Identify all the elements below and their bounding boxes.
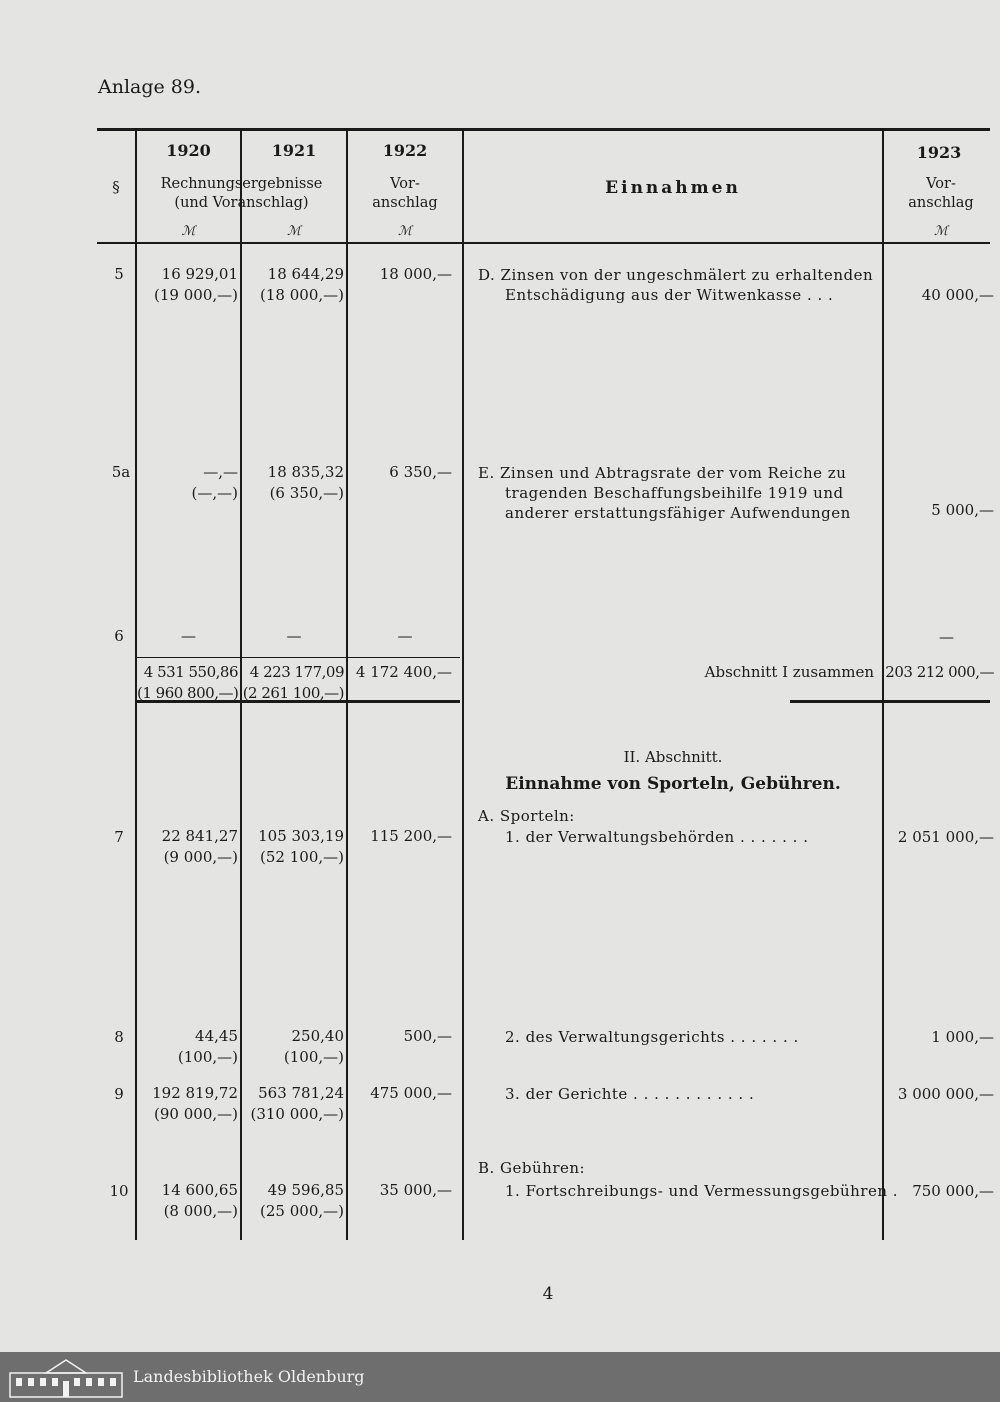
value: 22 841,27 xyxy=(161,827,238,845)
value-estimate: (25 000,—) xyxy=(260,1202,344,1220)
column-divider xyxy=(346,130,348,1240)
row-5a-text xyxy=(478,463,851,523)
library-name: Landesbibliothek Oldenburg xyxy=(133,1367,365,1386)
row-9-paragraph: 9 xyxy=(114,1085,124,1103)
value: —,— xyxy=(203,463,238,481)
sum-1922: 4 172 400,— xyxy=(355,663,452,681)
row-5a-1922: 6 350,— xyxy=(389,463,452,481)
header-bottom-rule xyxy=(97,242,990,244)
row-6-1921: — xyxy=(286,627,302,645)
value-estimate: (2 261 100,—) xyxy=(242,684,344,702)
row-8-1920 xyxy=(137,1026,238,1068)
row-9-1923: 3 000 000,— xyxy=(897,1085,994,1103)
value-estimate: (—,—) xyxy=(191,484,238,502)
value-estimate: (9 000,—) xyxy=(163,848,238,866)
value-estimate: (100,—) xyxy=(283,1048,344,1066)
sum-label: Abschnitt I zusammen xyxy=(704,663,874,681)
page-label: Anlage 89. xyxy=(98,76,202,98)
value: 16 929,01 xyxy=(161,265,238,283)
value-estimate: (6 350,—) xyxy=(269,484,344,502)
row-7-1920 xyxy=(137,826,238,868)
results-label-line1: Rechnungsergebnisse xyxy=(160,176,323,192)
text-line: tragenden Beschaffungsbeihilfe 1919 und xyxy=(505,484,844,502)
year-1920: 1920 xyxy=(166,141,211,160)
row-7-paragraph: 7 xyxy=(114,828,124,846)
page-number: 4 xyxy=(542,1284,554,1304)
subsection-a: A. Sporteln: xyxy=(478,807,575,825)
row-10-paragraph: 10 xyxy=(109,1182,129,1200)
library-footer xyxy=(0,1352,1000,1402)
value-estimate: (1 960 800,—) xyxy=(137,684,239,702)
estimate-label-1922 xyxy=(348,175,462,213)
value: 44,45 xyxy=(195,1027,238,1045)
text-line: anderer erstattungsfähiger Aufwendungen xyxy=(505,504,851,522)
sum-rule-bottom-2023 xyxy=(790,700,990,703)
row-5a-paragraph: 5a xyxy=(111,463,131,481)
row-10-1920 xyxy=(137,1180,238,1222)
row-10-1921 xyxy=(242,1180,344,1222)
value: 18 644,29 xyxy=(267,265,344,283)
row-8-paragraph: 8 xyxy=(114,1028,124,1046)
row-10-1922: 35 000,— xyxy=(379,1181,452,1199)
row-10-text: 1. Fortschreibungs- und Vermessungsgebühren . xyxy=(505,1182,899,1200)
value: 4 531 550,86 xyxy=(143,663,238,681)
row-8-1921 xyxy=(242,1026,344,1068)
row-8-text: 2. des Verwaltungsgerichts . . . . . . . xyxy=(505,1028,799,1046)
subsection-b: B. Gebühren: xyxy=(478,1159,586,1177)
value-estimate: (90 000,—) xyxy=(154,1105,238,1123)
year-1922: 1922 xyxy=(382,141,428,160)
row-7-1923: 2 051 000,— xyxy=(897,828,994,846)
row-5a-1923: 5 000,— xyxy=(931,501,994,519)
text-line: E. Zinsen und Abtragsrate der vom Reiche zu xyxy=(478,464,847,482)
row-5-text xyxy=(478,265,873,305)
row-9-1921 xyxy=(242,1083,344,1125)
value: 105 303,19 xyxy=(258,827,344,845)
row-8-1923: 1 000,— xyxy=(931,1028,994,1046)
currency-1922: ℳ xyxy=(398,224,412,239)
sum-1923: 203 212 000,— xyxy=(885,663,994,681)
value-estimate: (8 000,—) xyxy=(163,1202,238,1220)
year-1921: 1921 xyxy=(271,141,317,160)
currency-1921: ℳ xyxy=(287,224,301,239)
library-building-icon xyxy=(6,1357,126,1399)
row-5-paragraph: 5 xyxy=(114,265,124,283)
currency-1920: ℳ xyxy=(181,224,196,239)
row-7-1922: 115 200,— xyxy=(370,827,452,845)
estimate-label-line2: anschlag xyxy=(908,195,974,211)
row-8-1922: 500,— xyxy=(403,1027,452,1045)
row-10-1923: 750 000,— xyxy=(912,1182,994,1200)
results-label xyxy=(137,175,346,213)
row-6-1923: — xyxy=(939,628,954,646)
value-estimate: (19 000,—) xyxy=(154,286,238,304)
value: 14 600,65 xyxy=(161,1181,238,1199)
row-9-1922: 475 000,— xyxy=(370,1084,452,1102)
row-5a-1920 xyxy=(137,462,238,504)
table-title: Einnahmen xyxy=(605,178,741,198)
text-line: D. Zinsen von der ungeschmälert zu erhaltenden xyxy=(478,266,874,284)
currency-1923: ℳ xyxy=(934,224,948,239)
sum-rule-top xyxy=(135,657,460,658)
row-5a-1921 xyxy=(242,462,344,504)
value: 563 781,24 xyxy=(258,1084,344,1102)
paragraph-symbol: § xyxy=(112,178,120,196)
value-estimate: (100,—) xyxy=(177,1048,238,1066)
table-top-rule xyxy=(97,128,990,131)
row-5-1921 xyxy=(242,264,344,306)
row-6-paragraph: 6 xyxy=(114,627,124,645)
section-2-title: Einnahme von Sporteln, Gebühren. xyxy=(505,774,841,794)
year-1923: 1923 xyxy=(916,143,962,162)
sum-1921 xyxy=(242,662,344,704)
row-7-text: 1. der Verwaltungsbehörden . . . . . . . xyxy=(505,828,809,846)
row-9-text: 3. der Gerichte . . . . . . . . . . . . xyxy=(505,1085,755,1103)
section-2-heading: II. Abschnitt. xyxy=(623,748,723,766)
value-estimate: (52 100,—) xyxy=(260,848,344,866)
estimate-label-line1: Vor- xyxy=(390,176,420,192)
estimate-label-line1: Vor- xyxy=(926,176,956,192)
sum-1920 xyxy=(137,662,238,704)
row-5-1923: 40 000,— xyxy=(921,286,994,304)
value-estimate: (310 000,—) xyxy=(250,1105,344,1123)
results-label-line2: (und Voranschlag) xyxy=(174,195,309,211)
row-6-1920: — xyxy=(181,627,196,645)
row-5-1920 xyxy=(137,264,238,306)
row-6-1922: — xyxy=(397,627,413,645)
estimate-label-line2: anschlag xyxy=(372,195,438,211)
row-5-1922: 18 000,— xyxy=(379,265,452,283)
estimate-label-1923 xyxy=(884,175,998,213)
value: 192 819,72 xyxy=(152,1084,238,1102)
value: 49 596,85 xyxy=(267,1181,344,1199)
value: 250,40 xyxy=(291,1027,344,1045)
column-divider xyxy=(462,130,464,1240)
row-7-1921 xyxy=(242,826,344,868)
row-9-1920 xyxy=(137,1083,238,1125)
text-line: Entschädigung aus der Witwenkasse . . . xyxy=(505,286,834,304)
value-estimate: (18 000,—) xyxy=(260,286,344,304)
value: 18 835,32 xyxy=(267,463,344,481)
value: 4 223 177,09 xyxy=(249,663,344,681)
